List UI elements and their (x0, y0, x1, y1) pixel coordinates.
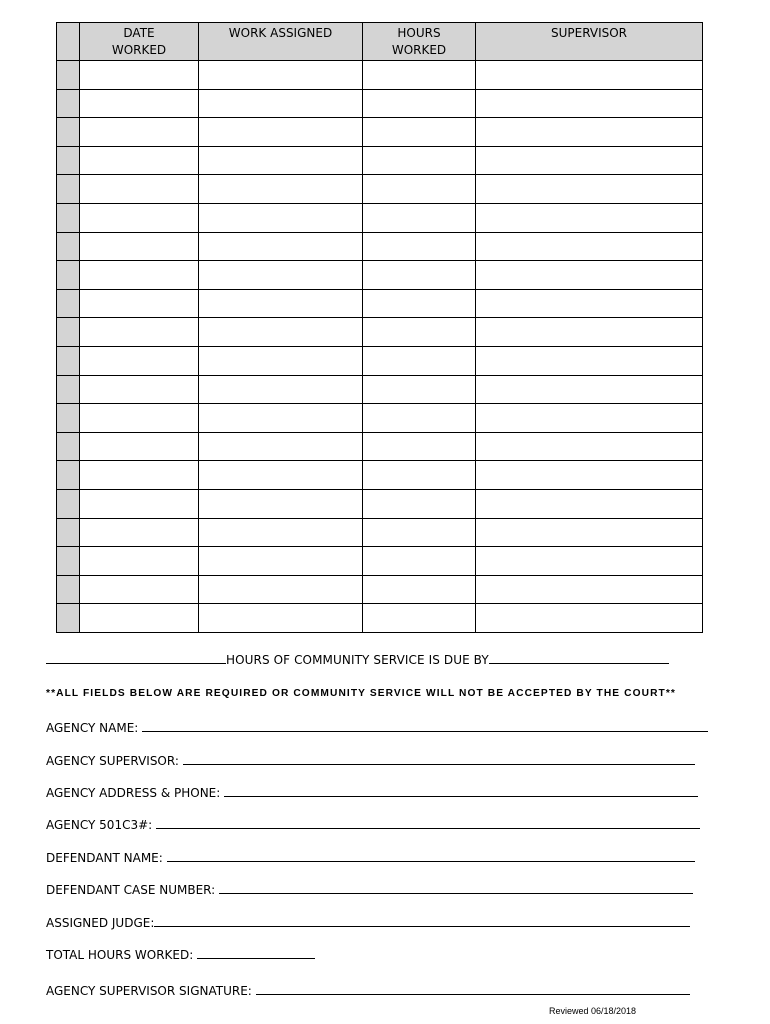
row-index-cell (57, 375, 80, 404)
work-assigned-cell[interactable] (199, 61, 363, 90)
date-worked-cell[interactable] (80, 61, 199, 90)
work-assigned-cell[interactable] (199, 289, 363, 318)
date-worked-cell[interactable] (80, 146, 199, 175)
work-assigned-cell[interactable] (199, 89, 363, 118)
agency-name-label: AGENCY NAME: (46, 721, 139, 735)
hours-worked-cell[interactable] (363, 432, 476, 461)
supervisor-cell[interactable] (476, 118, 703, 147)
supervisor-cell[interactable] (476, 489, 703, 518)
table-header-row (57, 23, 703, 61)
agency-address-phone-field (46, 784, 698, 800)
hours-worked-cell[interactable] (363, 575, 476, 604)
date-worked-cell[interactable] (80, 118, 199, 147)
date-worked-cell[interactable] (80, 432, 199, 461)
supervisor-cell[interactable] (476, 261, 703, 290)
row-index-cell (57, 404, 80, 433)
supervisor-cell[interactable] (476, 232, 703, 261)
agency-supervisor-field (46, 752, 695, 768)
supervisor-cell[interactable] (476, 289, 703, 318)
agency-supervisor-signature-input[interactable] (256, 982, 690, 995)
date-worked-cell[interactable] (80, 547, 199, 576)
work-assigned-cell[interactable] (199, 432, 363, 461)
work-assigned-cell[interactable] (199, 575, 363, 604)
hours-worked-cell[interactable] (363, 547, 476, 576)
table-row (57, 404, 703, 433)
row-index-cell (57, 604, 80, 633)
date-worked-cell[interactable] (80, 232, 199, 261)
defendant-case-number-field (46, 881, 693, 897)
row-index-cell (57, 146, 80, 175)
hours-worked-cell[interactable] (363, 518, 476, 547)
date-worked-cell[interactable] (80, 489, 199, 518)
work-assigned-cell[interactable] (199, 489, 363, 518)
row-index-cell (57, 547, 80, 576)
table-row (57, 432, 703, 461)
date-worked-cell[interactable] (80, 604, 199, 633)
assigned-judge-input[interactable] (154, 914, 690, 927)
work-assigned-cell[interactable] (199, 146, 363, 175)
table-row (57, 232, 703, 261)
work-assigned-cell[interactable] (199, 346, 363, 375)
row-index-cell (57, 89, 80, 118)
table-row (57, 289, 703, 318)
row-index-cell (57, 203, 80, 232)
due-date-blank[interactable] (489, 651, 669, 664)
date-worked-cell[interactable] (80, 175, 199, 204)
table-row (57, 575, 703, 604)
header-work-assigned: WORK ASSIGNED (199, 23, 363, 61)
header-index-cell (57, 23, 80, 61)
agency-501c3-field (46, 816, 700, 832)
supervisor-cell[interactable] (476, 203, 703, 232)
supervisor-cell[interactable] (476, 89, 703, 118)
row-index-cell (57, 289, 80, 318)
hours-due-blank[interactable] (46, 651, 226, 664)
required-fields-notice: **ALL FIELDS BELOW ARE REQUIRED OR COMMUNITY SERVICE WILL NOT BE ACCEPTED BY THE COURT** (46, 688, 676, 699)
supervisor-cell[interactable] (476, 604, 703, 633)
table-row (57, 89, 703, 118)
work-assigned-cell[interactable] (199, 604, 363, 633)
row-index-cell (57, 118, 80, 147)
supervisor-cell[interactable] (476, 61, 703, 90)
agency-address-phone-input[interactable] (224, 784, 698, 797)
supervisor-cell[interactable] (476, 175, 703, 204)
assigned-judge-field (46, 914, 690, 930)
due-by-text: HOURS OF COMMUNITY SERVICE IS DUE BY (226, 653, 489, 667)
table-row (57, 461, 703, 490)
table-row (57, 146, 703, 175)
work-assigned-cell[interactable] (199, 375, 363, 404)
table-row (57, 318, 703, 347)
work-assigned-cell[interactable] (199, 175, 363, 204)
work-assigned-cell[interactable] (199, 261, 363, 290)
work-assigned-cell[interactable] (199, 232, 363, 261)
row-index-cell (57, 232, 80, 261)
hours-worked-cell[interactable] (363, 89, 476, 118)
hours-worked-cell[interactable] (363, 118, 476, 147)
work-assigned-cell[interactable] (199, 518, 363, 547)
work-assigned-cell[interactable] (199, 203, 363, 232)
defendant-case-number-input[interactable] (219, 881, 693, 894)
defendant-case-number-label: DEFENDANT CASE NUMBER: (46, 883, 216, 897)
hours-worked-cell[interactable] (363, 404, 476, 433)
date-worked-cell[interactable] (80, 289, 199, 318)
supervisor-cell[interactable] (476, 318, 703, 347)
work-assigned-cell[interactable] (199, 404, 363, 433)
agency-supervisor-signature-field (46, 982, 690, 998)
hours-worked-cell[interactable] (363, 604, 476, 633)
date-worked-cell[interactable] (80, 461, 199, 490)
date-worked-cell[interactable] (80, 261, 199, 290)
hours-worked-cell[interactable] (363, 375, 476, 404)
supervisor-cell[interactable] (476, 404, 703, 433)
agency-supervisor-signature-label: AGENCY SUPERVISOR SIGNATURE: (46, 984, 252, 998)
agency-name-input[interactable] (142, 719, 708, 732)
supervisor-cell[interactable] (476, 432, 703, 461)
header-hours-worked: HOURS WORKED (363, 23, 476, 61)
supervisor-cell[interactable] (476, 575, 703, 604)
table-row (57, 346, 703, 375)
total-hours-worked-field (46, 946, 315, 962)
table-body (57, 61, 703, 633)
work-assigned-cell[interactable] (199, 118, 363, 147)
row-index-cell (57, 518, 80, 547)
table-row (57, 518, 703, 547)
assigned-judge-label: ASSIGNED JUDGE: (46, 916, 155, 930)
table-row (57, 118, 703, 147)
agency-supervisor-label: AGENCY SUPERVISOR: (46, 754, 179, 768)
hours-worked-cell[interactable] (363, 61, 476, 90)
table-row (57, 547, 703, 576)
hours-worked-cell[interactable] (363, 261, 476, 290)
table-row (57, 604, 703, 633)
row-index-cell (57, 346, 80, 375)
defendant-name-label: DEFENDANT NAME: (46, 851, 163, 865)
agency-501c3-input[interactable] (156, 816, 700, 829)
row-index-cell (57, 175, 80, 204)
hours-worked-cell[interactable] (363, 489, 476, 518)
row-index-cell (57, 575, 80, 604)
table-row (57, 375, 703, 404)
hours-worked-cell[interactable] (363, 232, 476, 261)
supervisor-cell[interactable] (476, 375, 703, 404)
due-by-line (46, 651, 669, 667)
header-supervisor: SUPERVISOR (476, 23, 703, 61)
hours-worked-cell[interactable] (363, 146, 476, 175)
table-row (57, 61, 703, 90)
defendant-name-field (46, 849, 695, 865)
hours-worked-cell[interactable] (363, 289, 476, 318)
supervisor-cell[interactable] (476, 547, 703, 576)
hours-worked-cell[interactable] (363, 318, 476, 347)
hours-worked-cell[interactable] (363, 346, 476, 375)
agency-501c3-label: AGENCY 501C3#: (46, 818, 153, 832)
date-worked-cell[interactable] (80, 318, 199, 347)
work-assigned-cell[interactable] (199, 318, 363, 347)
total-hours-worked-label: TOTAL HOURS WORKED: (46, 948, 194, 962)
date-worked-cell[interactable] (80, 375, 199, 404)
date-worked-cell[interactable] (80, 518, 199, 547)
table-row (57, 203, 703, 232)
date-worked-cell[interactable] (80, 203, 199, 232)
agency-name-field (46, 719, 708, 735)
defendant-name-input[interactable] (167, 849, 695, 862)
hours-worked-cell[interactable] (363, 175, 476, 204)
supervisor-cell[interactable] (476, 146, 703, 175)
hours-worked-cell[interactable] (363, 203, 476, 232)
reviewed-date-footer: Reviewed 06/18/2018 (549, 1006, 637, 1016)
supervisor-cell[interactable] (476, 518, 703, 547)
header-date-worked: DATE WORKED (80, 23, 199, 61)
date-worked-cell[interactable] (80, 575, 199, 604)
work-assigned-cell[interactable] (199, 547, 363, 576)
date-worked-cell[interactable] (80, 346, 199, 375)
table-row (57, 489, 703, 518)
supervisor-cell[interactable] (476, 346, 703, 375)
table-row (57, 175, 703, 204)
date-worked-cell[interactable] (80, 89, 199, 118)
agency-address-phone-label: AGENCY ADDRESS & PHONE: (46, 786, 221, 800)
agency-supervisor-input[interactable] (183, 752, 695, 765)
total-hours-worked-input[interactable] (197, 946, 315, 959)
work-assigned-cell[interactable] (199, 461, 363, 490)
date-worked-cell[interactable] (80, 404, 199, 433)
row-index-cell (57, 432, 80, 461)
row-index-cell (57, 318, 80, 347)
row-index-cell (57, 461, 80, 490)
supervisor-cell[interactable] (476, 461, 703, 490)
row-index-cell (57, 261, 80, 290)
table-row (57, 261, 703, 290)
hours-worked-cell[interactable] (363, 461, 476, 490)
community-service-log-table (56, 22, 703, 633)
row-index-cell (57, 61, 80, 90)
row-index-cell (57, 489, 80, 518)
